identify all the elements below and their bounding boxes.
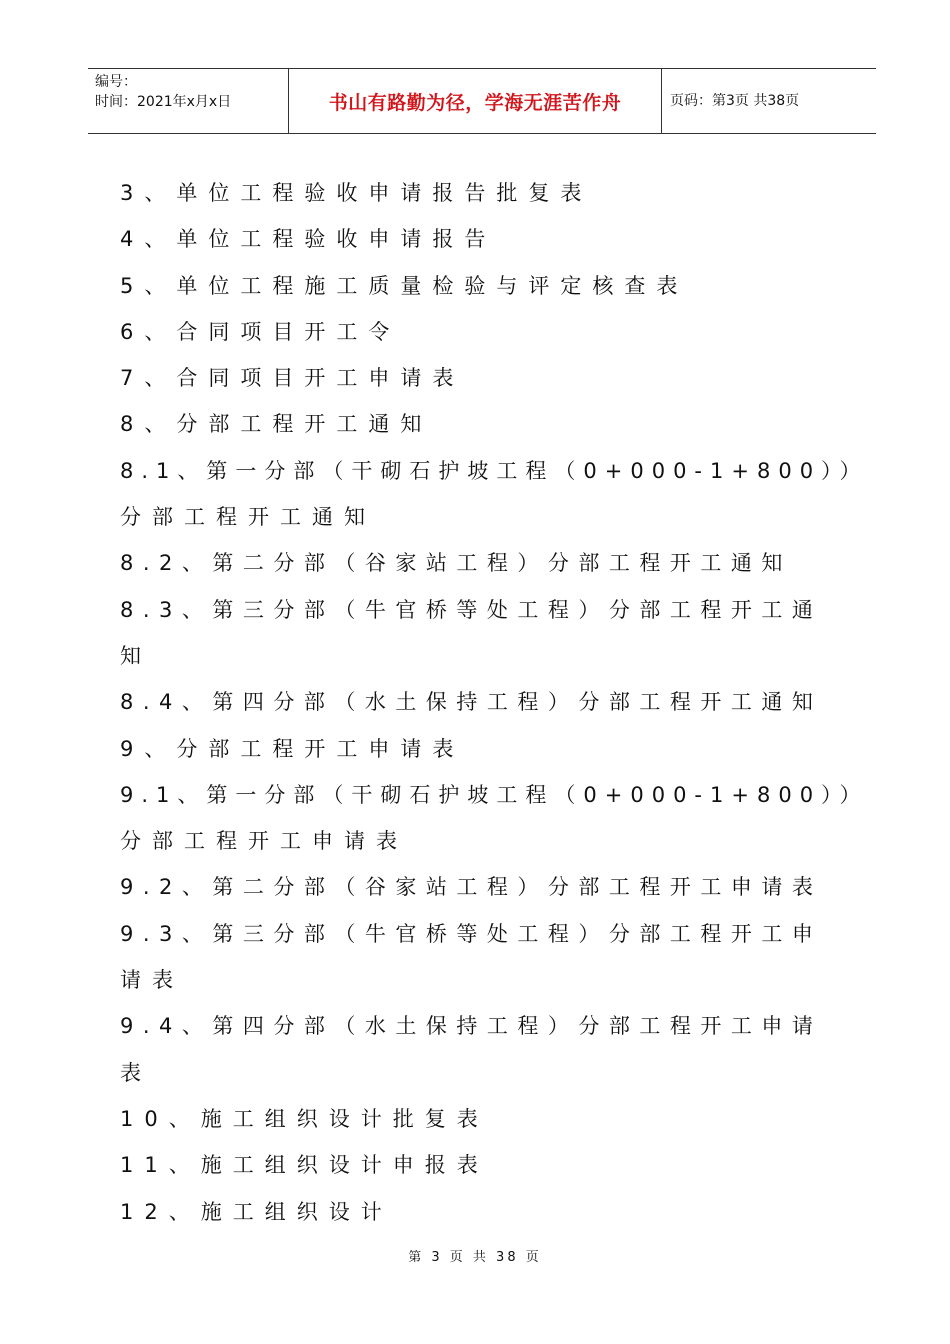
code-label: 编号： [95,74,137,90]
list-item: 分部工程开工申请表 [120,829,408,854]
page-label: 页码：第3页 共38页 [670,93,800,109]
list-item: 8.2、第二分部（谷家站工程）分部工程开工通知 [120,551,792,576]
slogan-text: 书山有路勤为径，学海无涯苦作舟 [328,91,622,114]
list-item: 8.4、第四分部（水土保持工程）分部工程开工通知 [120,690,823,715]
list-item: 分部工程开工通知 [120,505,376,530]
document-body [120,170,869,1235]
list-item: 12、施工组织设计 [120,1199,393,1224]
page-footer: 第 3 页 共 38 页 [408,1250,542,1265]
list-item: 5、单位工程施工质量检验与评定核查表 [120,273,689,298]
list-item: 知 [120,643,152,668]
list-item: 9、分部工程开工申请表 [120,736,465,761]
list-item: 3、单位工程验收申请报告批复表 [120,181,593,205]
list-item: 8.3、第三分部（牛官桥等处工程）分部工程开工通 [120,597,823,622]
list-item: 9.3、第三分部（牛官桥等处工程）分部工程开工申 [120,921,823,946]
list-item: 8.1、第一分部（干砌石护坡工程（0+000-1+800）） [120,458,869,483]
list-item: 表 [120,1060,152,1085]
list-item: 7、合同项目开工申请表 [120,366,465,391]
list-item: 11、施工组织设计申报表 [120,1153,489,1178]
list-item: 10、施工组织设计批复表 [120,1106,489,1131]
header-left-cell [88,69,288,133]
header-middle-cell [288,69,662,133]
list-item: 9.4、第四分部（水土保持工程）分部工程开工申请 [120,1014,823,1039]
list-item: 9.1、第一分部（干砌石护坡工程（0+000-1+800）） [120,782,869,807]
list-item: 8、分部工程开工通知 [120,412,433,437]
list-item: 4、单位工程验收申请报告 [120,227,497,252]
time-label: 时间：2021年x月x日 [95,94,232,110]
list-item: 9.2、第二分部（谷家站工程）分部工程开工申请表 [120,875,823,900]
page-header [88,68,876,134]
list-item: 请表 [120,968,184,993]
header-right-cell [662,69,876,133]
list-item: 6、合同项目开工令 [120,319,401,344]
